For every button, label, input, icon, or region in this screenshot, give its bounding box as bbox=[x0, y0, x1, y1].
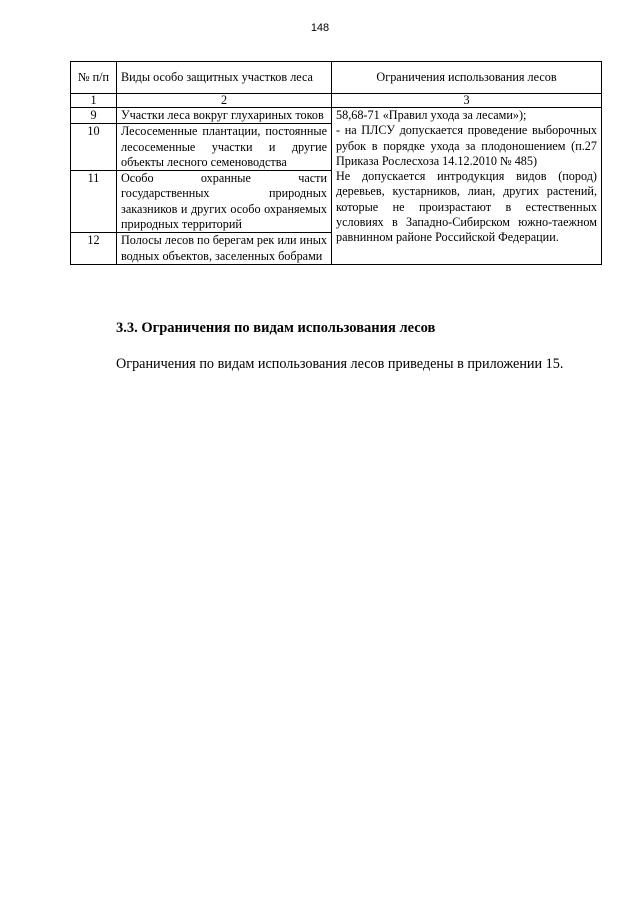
header-num: № п/п bbox=[71, 62, 117, 94]
row-num: 9 bbox=[71, 108, 117, 124]
row-kind: Лесосеменные плантации, постоянные лесосеменные участки и другие объекты лесного семеноводства bbox=[117, 124, 332, 171]
page-number: 148 bbox=[310, 22, 330, 34]
row-num: 10 bbox=[71, 124, 117, 171]
restrictions-line: 58,68-71 «Правил ухода за лесами»); bbox=[336, 108, 527, 122]
header-restrictions: Ограничения использования лесов bbox=[332, 62, 602, 94]
row-kind: Особо охранные части государственных природных заказников и других особо охраняемых природных территорий bbox=[117, 171, 332, 233]
index-cell: 1 bbox=[71, 94, 117, 108]
index-cell: 2 bbox=[117, 94, 332, 108]
header-kinds: Виды особо защитных участков леса bbox=[117, 62, 332, 94]
index-cell: 3 bbox=[332, 94, 602, 108]
row-num: 12 bbox=[71, 233, 117, 265]
section-text: Ограничения по видам использования лесов приведены в приложении 15. bbox=[116, 356, 564, 372]
restrictions-line: - на ПЛСУ допускается проведение выборочных рубок в порядке ухода за плодоношением (п.27 Приказа Рослесхоза 14.12.2010 № 485) bbox=[336, 123, 597, 168]
section-heading: 3.3. Ограничения по видам использования лесов bbox=[116, 320, 436, 336]
table-header-row bbox=[71, 62, 602, 94]
restrictions-cell bbox=[332, 108, 602, 265]
row-kind: Участки леса вокруг глухариных токов bbox=[117, 108, 332, 124]
row-num: 11 bbox=[71, 171, 117, 233]
restrictions-table bbox=[70, 61, 602, 265]
table-row bbox=[71, 108, 602, 124]
table-index-row bbox=[71, 94, 602, 108]
restrictions-line: Не допускается интродукция видов (пород) деревьев, кустарников, лиан, других растений, которые не произрастают в естественных условиях в Западно-Сибирском южно-таежном равнинном районе Российской Федерации. bbox=[336, 169, 597, 245]
row-kind: Полосы лесов по берегам рек или иных водных объектов, заселенных бобрами bbox=[117, 233, 332, 265]
